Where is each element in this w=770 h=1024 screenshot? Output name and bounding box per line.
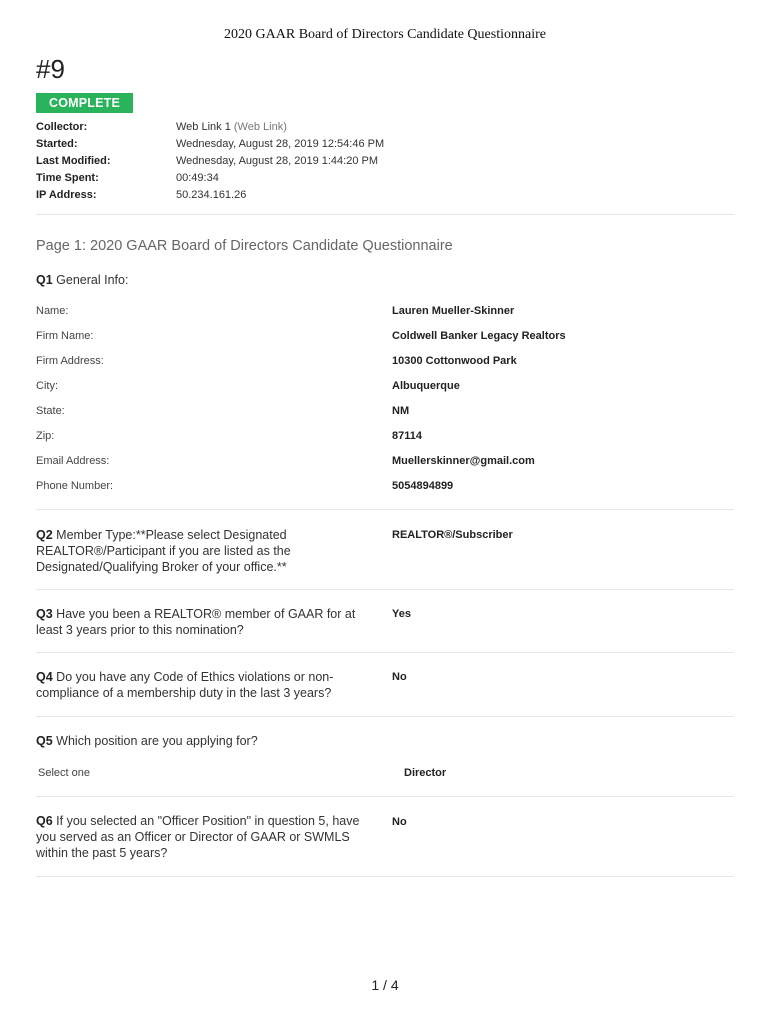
- q3-answer: Yes: [392, 608, 411, 620]
- meta-label: Collector:: [36, 121, 88, 133]
- divider: [36, 796, 734, 797]
- field-label: Firm Address:: [36, 355, 104, 367]
- field-value: 5054894899: [392, 480, 454, 492]
- q4-text: [36, 669, 376, 701]
- divider: [36, 876, 734, 877]
- meta-value: Wednesday, August 28, 2019 1:44:20 PM: [176, 155, 379, 167]
- question-number: Q2: [36, 528, 53, 542]
- question-text: General Info:: [56, 273, 129, 287]
- field-value: Lauren Mueller-Skinner: [392, 305, 515, 317]
- field-value: NM: [392, 405, 410, 417]
- meta-value: 00:49:34: [176, 172, 219, 184]
- question-number: Q5: [36, 734, 53, 748]
- q5-sub-label: Select one: [38, 767, 90, 779]
- divider: [36, 589, 734, 590]
- field-value: Albuquerque: [392, 380, 460, 392]
- q1-heading: [36, 272, 128, 288]
- page-number: 1 / 4: [371, 977, 399, 993]
- q2-text: [36, 527, 376, 575]
- meta-ip-row: [36, 189, 384, 206]
- field-label: Zip:: [36, 430, 55, 442]
- meta-collector-row: [36, 121, 384, 138]
- response-metadata: [36, 121, 384, 206]
- question-text: Member Type:**Please select Designated REALTOR®/Participant if you are listed as the Designated/Qualifying Broker of your office.**: [36, 528, 291, 574]
- question-text: Which position are you applying for?: [56, 734, 258, 748]
- divider: [36, 214, 734, 215]
- field-value: 10300 Cottonwood Park: [392, 355, 517, 367]
- field-label: Email Address:: [36, 455, 110, 467]
- question-number: Q1: [36, 273, 53, 287]
- question-text: If you selected an "Officer Position" in question 5, have you served as an Officer or Director of GAAR or SWMLS within the past 5 years?: [36, 814, 360, 860]
- q3-text: [36, 606, 376, 638]
- field-value: Muellerskinner@gmail.com: [392, 455, 535, 467]
- status-badge: COMPLETE: [36, 93, 133, 113]
- field-label: State:: [36, 405, 65, 417]
- q2-answer: REALTOR®/Subscriber: [392, 529, 513, 541]
- field-label: Firm Name:: [36, 330, 94, 342]
- meta-label: Last Modified:: [36, 155, 111, 167]
- response-number: #9: [36, 54, 65, 84]
- field-value: 87114: [392, 430, 422, 442]
- meta-value: 50.234.161.26: [176, 189, 247, 201]
- meta-label: IP Address:: [36, 189, 97, 201]
- divider: [36, 716, 734, 717]
- collector-type: (Web Link): [233, 121, 287, 133]
- question-number: Q3: [36, 607, 53, 621]
- q6-answer: No: [392, 816, 407, 828]
- q5-answer: Director: [404, 767, 447, 779]
- field-label: City:: [36, 380, 58, 392]
- q5-text: [36, 733, 536, 749]
- meta-label: Time Spent:: [36, 172, 99, 184]
- divider: [36, 509, 734, 510]
- question-text: Do you have any Code of Ethics violations or non-compliance of a membership duty in the last 3 years?: [36, 670, 334, 700]
- q4-answer: No: [392, 671, 407, 683]
- meta-modified-row: [36, 155, 384, 172]
- meta-value: [176, 121, 287, 138]
- meta-value: Wednesday, August 28, 2019 12:54:46 PM: [176, 138, 385, 150]
- page-heading: Page 1: 2020 GAAR Board of Directors Candidate Questionnaire: [36, 238, 453, 254]
- q6-text: [36, 813, 366, 861]
- meta-time-row: [36, 172, 384, 189]
- field-label: Name:: [36, 305, 69, 317]
- question-text: Have you been a REALTOR® member of GAAR for at least 3 years prior to this nomination?: [36, 607, 356, 637]
- field-label: Phone Number:: [36, 480, 114, 492]
- question-number: Q6: [36, 814, 53, 828]
- meta-started-row: [36, 138, 384, 155]
- meta-label: Started:: [36, 138, 78, 150]
- divider: [36, 652, 734, 653]
- question-number: Q4: [36, 670, 53, 684]
- field-value: Coldwell Banker Legacy Realtors: [392, 330, 566, 342]
- document-title: 2020 GAAR Board of Directors Candidate Questionnaire: [224, 27, 546, 42]
- collector-name: Web Link 1: [176, 121, 231, 133]
